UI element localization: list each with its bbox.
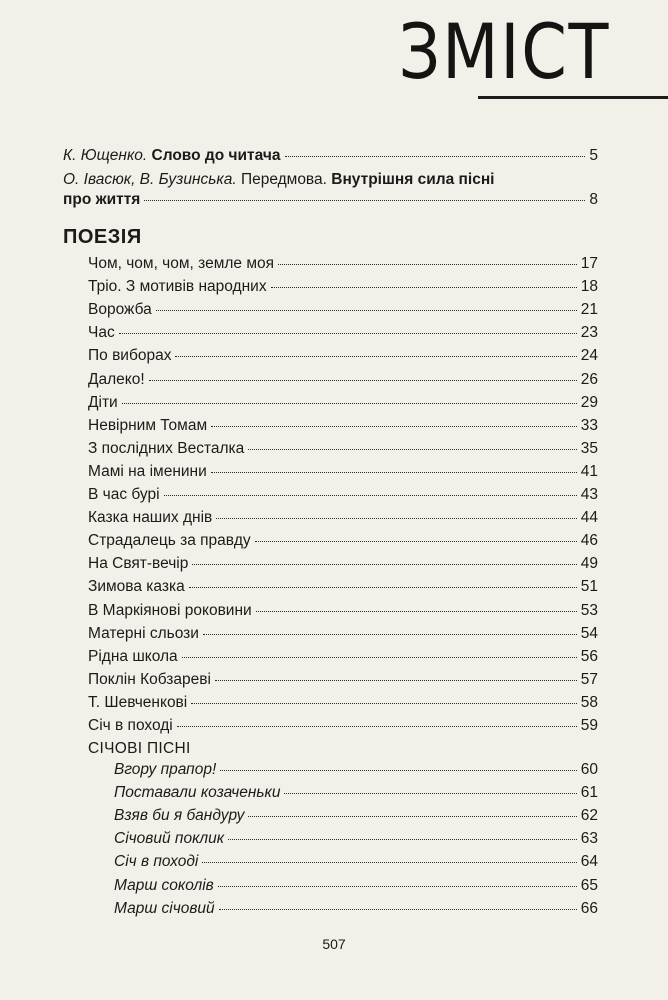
toc-entry — [88, 624, 598, 644]
dot-leader — [278, 264, 577, 265]
toc-entry — [114, 783, 598, 803]
entry-page: 5 — [589, 147, 598, 164]
entry-title: Мамі на іменини — [88, 462, 207, 480]
entry-title: Поставали козаченьки — [114, 784, 281, 802]
entry-page: 65 — [580, 876, 598, 894]
dot-leader — [215, 680, 577, 681]
dot-leader — [211, 472, 577, 473]
toc-entry — [88, 508, 598, 528]
entry-page: 33 — [580, 416, 598, 434]
dot-leader — [156, 310, 577, 311]
title-rule — [478, 96, 668, 99]
entry-page: 54 — [580, 624, 598, 642]
entry-page: 59 — [580, 717, 598, 734]
dot-leader — [119, 333, 577, 334]
toc-entry — [88, 439, 598, 459]
page-title: ЗМІСТ — [398, 7, 610, 96]
entry-title: Невірним Томам — [88, 416, 208, 434]
dot-leader — [271, 287, 577, 288]
entry-title: Січ в поході — [114, 853, 199, 871]
entry-author: О. Івасюк, В. Бузинська. — [63, 171, 237, 188]
dot-leader — [285, 156, 586, 157]
dot-leader — [220, 770, 576, 771]
entry-page: 57 — [580, 670, 598, 688]
entry-title: Далеко! — [88, 370, 145, 388]
toc-entry — [88, 531, 598, 551]
entry-title: Казка наших днів — [88, 509, 213, 527]
toc-entry-foreword — [63, 146, 598, 166]
entry-page: 66 — [580, 899, 598, 917]
toc-entry — [114, 852, 598, 872]
entry-page: 58 — [580, 693, 598, 711]
entry-title: Рідна школа — [88, 647, 178, 665]
dot-leader — [164, 495, 577, 496]
toc-entry-preface-line2 — [63, 190, 598, 210]
entry-page: 18 — [580, 278, 598, 296]
entry-page: 62 — [580, 807, 598, 825]
entry-title: Тріо. З мотивів народних — [88, 278, 267, 296]
entry-page: 51 — [580, 578, 598, 596]
entry-page: 41 — [580, 462, 598, 480]
toc-entry — [88, 577, 598, 597]
toc-entry — [88, 485, 598, 505]
toc-entry — [114, 760, 598, 780]
dot-leader — [256, 611, 577, 612]
entry-page: 8 — [589, 191, 598, 208]
entry-title: Матерні сльози — [88, 624, 199, 642]
dot-leader — [144, 200, 585, 201]
toc-entry — [88, 323, 598, 343]
dot-leader — [248, 449, 576, 450]
entry-page: 23 — [580, 324, 598, 342]
entry-page: 26 — [580, 370, 598, 388]
toc-entry — [88, 716, 598, 736]
entry-page: 21 — [580, 301, 598, 319]
dot-leader — [228, 839, 577, 840]
entry-title: Час — [88, 324, 115, 342]
dot-leader — [122, 403, 577, 404]
toc-entry — [88, 346, 598, 366]
entry-page: 53 — [580, 601, 598, 619]
toc-entry — [114, 806, 598, 826]
dot-leader — [177, 726, 577, 727]
entry-page: 63 — [580, 830, 598, 848]
toc-entry-preface-line1 — [63, 170, 598, 190]
entry-title: Зимова казка — [88, 578, 185, 596]
entry-title: Т. Шевченкові — [88, 693, 188, 711]
entry-page: 64 — [580, 853, 598, 871]
entry-page: 35 — [580, 439, 598, 457]
entry-title: З послідних Весталка — [88, 439, 245, 457]
dot-leader — [182, 657, 577, 658]
entry-title-cont: про життя — [63, 191, 141, 208]
dot-leader — [202, 862, 576, 863]
entry-title: В Маркіянові роковини — [88, 601, 252, 619]
entry-page: 60 — [580, 761, 598, 778]
entry-title: Взяв би я бандуру — [114, 807, 245, 825]
entry-page: 56 — [580, 647, 598, 665]
toc-entry — [88, 416, 598, 436]
dot-leader — [189, 587, 577, 588]
entry-page: 44 — [580, 509, 598, 527]
entry-page: 49 — [580, 555, 598, 573]
entry-page: 24 — [580, 347, 598, 365]
entry-title: Січовий поклик — [114, 830, 225, 848]
subsection-heading: СІЧОВІ ПІСНІ — [88, 740, 191, 757]
dot-leader — [248, 816, 576, 817]
dot-leader — [211, 426, 577, 427]
entry-page: 17 — [580, 255, 598, 272]
entry-page: 61 — [580, 784, 598, 802]
entry-title-bold: Внутрішня сила пісні — [331, 171, 495, 188]
page-number: 507 — [322, 936, 346, 952]
dot-leader — [218, 886, 577, 887]
dot-leader — [219, 909, 577, 910]
dot-leader — [255, 541, 577, 542]
toc-entry — [88, 393, 598, 413]
entry-title: Ворожба — [88, 301, 152, 319]
entry-page: 43 — [580, 486, 598, 503]
dot-leader — [191, 703, 577, 704]
entry-title: Страдалець за правду — [88, 532, 251, 550]
entry-page: 46 — [580, 532, 598, 550]
entry-title: На Свят-вечір — [88, 555, 189, 573]
entry-title: Поклін Кобзареві — [88, 670, 211, 688]
dot-leader — [203, 634, 577, 635]
entry-title: Марш січовий — [114, 899, 215, 917]
dot-leader — [284, 793, 576, 794]
entry-title: Марш соколів — [114, 876, 214, 894]
toc-entry — [88, 647, 598, 667]
section-heading: ПОЕЗІЯ — [63, 226, 142, 248]
toc-entry — [114, 899, 598, 919]
entry-page: 29 — [580, 393, 598, 411]
toc-entry — [114, 876, 598, 896]
toc-entry — [88, 277, 598, 297]
toc-entry — [88, 601, 598, 621]
entry-title: По виборах — [88, 347, 172, 365]
dot-leader — [149, 380, 577, 381]
dot-leader — [192, 564, 576, 565]
entry-title: Січ в поході — [88, 717, 173, 734]
toc-entry — [88, 254, 598, 274]
toc-entry — [114, 829, 598, 849]
dot-leader — [175, 356, 576, 357]
entry-title: Вгору прапор! — [114, 761, 217, 778]
toc-entry — [88, 670, 598, 690]
entry-title: В час бурі — [88, 486, 160, 503]
entry-title: Чом, чом, чом, земле моя — [88, 255, 274, 272]
toc-entry — [88, 300, 598, 320]
entry-title: Слово до читача — [151, 147, 281, 164]
toc-entry — [88, 370, 598, 390]
toc-entry — [88, 554, 598, 574]
entry-title: Діти — [88, 393, 118, 411]
entry-author: К. Ющенко. — [63, 147, 148, 164]
toc-entry — [88, 693, 598, 713]
toc-entry — [88, 462, 598, 482]
entry-title-plain: Передмова. — [240, 171, 327, 188]
dot-leader — [216, 518, 577, 519]
